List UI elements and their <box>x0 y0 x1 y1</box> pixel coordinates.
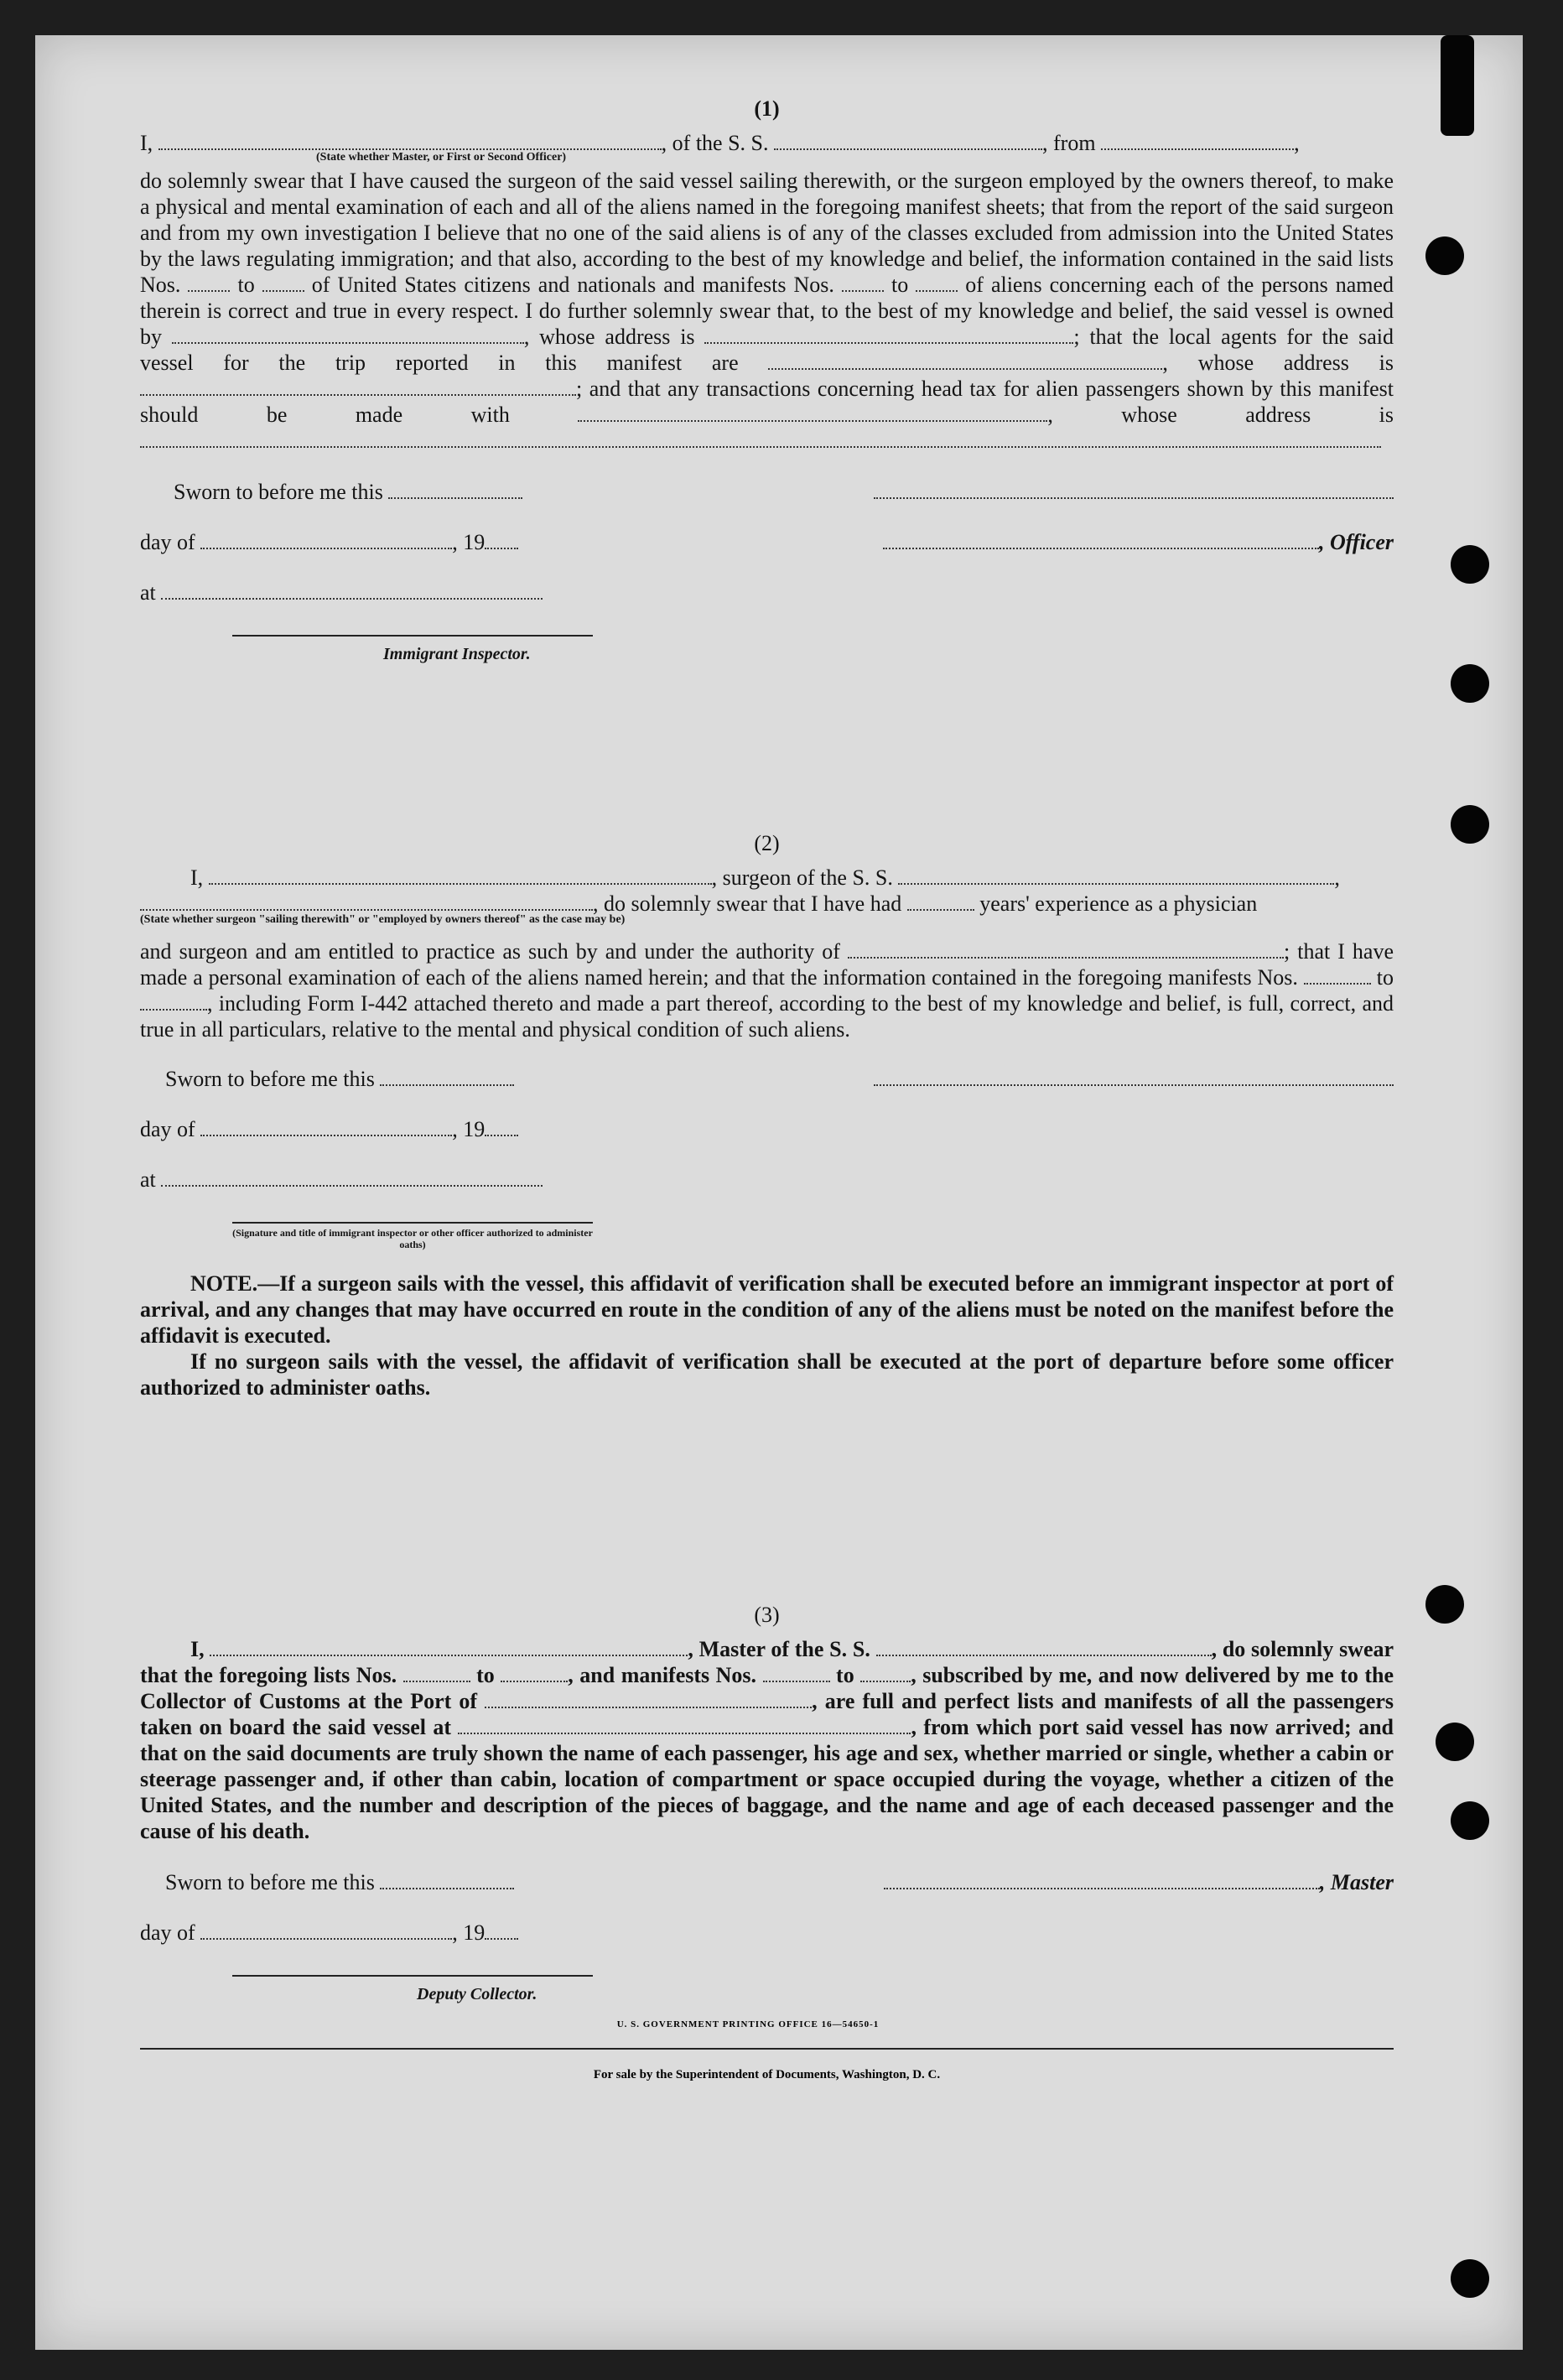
section-3-heading: (3) <box>754 1603 780 1627</box>
officer-signature-line[interactable] <box>232 1220 593 1224</box>
sworn-row-1: Sworn to before me this <box>140 479 1394 529</box>
section-2-heading: (2) <box>754 831 780 855</box>
day-row-3: day of , 19 <box>140 1920 1394 1970</box>
sworn-day-field-2[interactable] <box>380 1066 514 1086</box>
signature-field[interactable] <box>874 479 1394 499</box>
punch-hole <box>1451 2259 1489 2298</box>
section-2 <box>140 830 1394 1400</box>
from-port-field[interactable] <box>1101 130 1294 150</box>
sworn-day-field-3[interactable] <box>380 1869 514 1889</box>
agents-address-field[interactable] <box>140 376 576 396</box>
form-page <box>35 35 1523 2350</box>
vessel-name-field-3[interactable] <box>876 1636 1212 1656</box>
sworn-row-3: Sworn to before me this , Master <box>165 1870 1394 1894</box>
punch-hole <box>1451 664 1489 703</box>
section-1-heading: (1) <box>754 96 780 121</box>
at-row-1: at <box>140 579 1394 630</box>
note-paragraph-2: If no surgeon sails with the vessel, the affidavit of verification shall be executed at the port of departure before some officer authorized to administer oaths. <box>140 1349 1394 1400</box>
state-note: (State whether Master, or First or Second Officer) <box>316 151 567 164</box>
inspector-label: Immigrant Inspector. <box>383 645 531 663</box>
deputy-signature-line[interactable] <box>232 1973 593 1977</box>
officer-signature-field[interactable] <box>883 529 1319 549</box>
deputy-label: Deputy Collector. <box>417 1985 537 2003</box>
vessel-name-field[interactable] <box>774 130 1042 150</box>
sworn-row-2: Sworn to before me this <box>140 1066 1394 1116</box>
owner-field[interactable] <box>172 324 524 344</box>
gpo-imprint: U. S. GOVERNMENT PRINTING OFFICE 16—54650-1 <box>616 2019 880 2029</box>
sworn-day-field[interactable] <box>388 479 522 499</box>
local-agents-field[interactable] <box>768 350 1162 370</box>
surgeon-name-field[interactable] <box>209 865 712 885</box>
day-row-2: day of , 19 <box>140 1116 1394 1167</box>
note-label: NOTE. <box>190 1271 258 1296</box>
manifests-from-field[interactable] <box>842 272 884 292</box>
punch-hole <box>1425 1585 1464 1624</box>
officer-label: , Officer <box>1318 530 1394 554</box>
punch-hole <box>1451 805 1489 844</box>
master-oath-line: I, , of the S. S. , from , <box>140 131 1300 155</box>
section-3 <box>140 1602 1394 2020</box>
surgeon-experience-line: , do solemnly swear that I have had years' experience as a physician <box>140 891 1394 917</box>
embark-port-field[interactable] <box>458 1714 911 1734</box>
manifests-from-field-3[interactable] <box>763 1662 830 1682</box>
note-paragraph: NOTE.—If a surgeon sails with the vessel, this affidavit of verification shall be executed before an immigrant inspector at port of arrival, and any changes that may have occurred en route in the condition of any of the aliens must be noted on the manifest before the affidavit is executed. <box>140 1271 1394 1348</box>
day-row-1: day of , 19 , Officer <box>140 530 1394 554</box>
section-2-body: and surgeon and am entitled to practice as such by and under the authority of ; that I have made a personal examination of each of the aliens named herein; and that the information contained in the foregoing manifests Nos. to , including Form I-442 attached thereto and made a part thereof, according to the best of my knowledge and belief, is full, correct, and true in all particulars, relative to the mental and physical condition of such aliens. <box>140 939 1394 1042</box>
lists-from-field[interactable] <box>188 272 230 292</box>
punch-hole <box>1436 1723 1474 1761</box>
day-of-field-3[interactable] <box>200 1920 452 1940</box>
surgeon-signature-field[interactable] <box>874 1066 1394 1086</box>
years-field[interactable] <box>907 891 974 911</box>
punch-hole <box>1451 545 1489 584</box>
at-field[interactable] <box>161 579 543 600</box>
manifests-to-field-2[interactable] <box>140 990 207 1011</box>
footer-rule <box>140 2048 1394 2050</box>
day-of-field[interactable] <box>200 529 452 549</box>
day-of-field-2[interactable] <box>200 1116 452 1136</box>
surgeon-status-field[interactable] <box>140 891 593 911</box>
lists-from-field-3[interactable] <box>403 1662 470 1682</box>
punch-hole <box>1441 35 1474 136</box>
section-1 <box>140 96 1394 680</box>
at-field-2[interactable] <box>161 1167 543 1187</box>
section-3-body: I, , Master of the S. S. , do solemnly swear that the foregoing lists Nos. to , and manifests Nos. to , subscribed by me, and now delivered by me to the Collector of Customs at the Port of , are full and perfect lists and manifests of all the passengers taken on board the said vessel at , from which port said vessel has now arrived; and that on the said documents are truly shown the name of each passenger, his age and sex, whether married or single, whether a cabin or steerage passenger and, if other than cabin, location of compartment or space occupied during the voyage, whether a citizen of the United States, and the number and description of the pieces of baggage, and the name and age of each deceased passenger and the cause of his death. <box>140 1637 1394 1843</box>
surgeon-state-note: (State whether surgeon "sailing therewith" or "employed by owners thereof" as the case may be) <box>140 913 626 926</box>
punch-hole <box>1451 1801 1489 1840</box>
head-tax-address-field[interactable] <box>140 428 1381 448</box>
year-field[interactable] <box>485 529 518 549</box>
master-name-field-3[interactable] <box>210 1636 688 1656</box>
surgeon-vessel-field[interactable] <box>898 865 1334 885</box>
year-field-2[interactable] <box>485 1116 518 1136</box>
master-label: , Master <box>1319 1870 1394 1894</box>
manifests-to-field[interactable] <box>916 272 958 292</box>
manifests-to-field-3[interactable] <box>860 1662 911 1682</box>
inspector-signature-line[interactable] <box>232 633 593 637</box>
surgeon-oath-line: I, , surgeon of the S. S. , <box>190 865 1340 890</box>
head-tax-agent-field[interactable] <box>578 402 1047 422</box>
master-name-field[interactable] <box>158 130 662 150</box>
lists-to-field[interactable] <box>262 272 304 292</box>
authority-field[interactable] <box>848 938 1284 959</box>
master-signature-field[interactable] <box>884 1869 1320 1889</box>
lists-to-field-3[interactable] <box>501 1662 568 1682</box>
at-row-2: at <box>140 1167 1394 1217</box>
section-1-body: do solemnly swear that I have caused the surgeon of the said vessel sailing therewith, or the surgeon employed by the owners thereof, to make a physical and mental examination of each and all of the aliens named in the foregoing manifest sheets; that from the report of the said surgeon and from my own investigation I believe that no one of the said aliens is of any of the classes excluded from admission into the United States by the laws regulating immigration; and that also, according to the best of my knowledge and belief, the information contained in the said lists Nos. to of United States citizens and nationals and manifests Nos. to of aliens concerning each of the persons named therein is correct and true in every respect. I do further solemnly swear that, to the best of my knowledge and belief, the said vessel is owned by , whose address is ; that the local agents for the said vessel for the trip reported in this manifest are , whose address is ; and that any transactions concerning head tax for alien passengers shown by this manifest should be made with , whose address is <box>140 168 1394 454</box>
manifests-from-field-2[interactable] <box>1304 964 1371 985</box>
year-field-3[interactable] <box>485 1920 518 1940</box>
port-field[interactable] <box>485 1688 812 1708</box>
sale-notice: For sale by the Superintendent of Documents, Washington, D. C. <box>593 2068 941 2081</box>
sig-note: (Signature and title of immigrant inspector or other officer authorized to administer oaths) <box>232 1227 593 1250</box>
owner-address-field[interactable] <box>704 324 1073 344</box>
punch-hole <box>1425 236 1464 275</box>
